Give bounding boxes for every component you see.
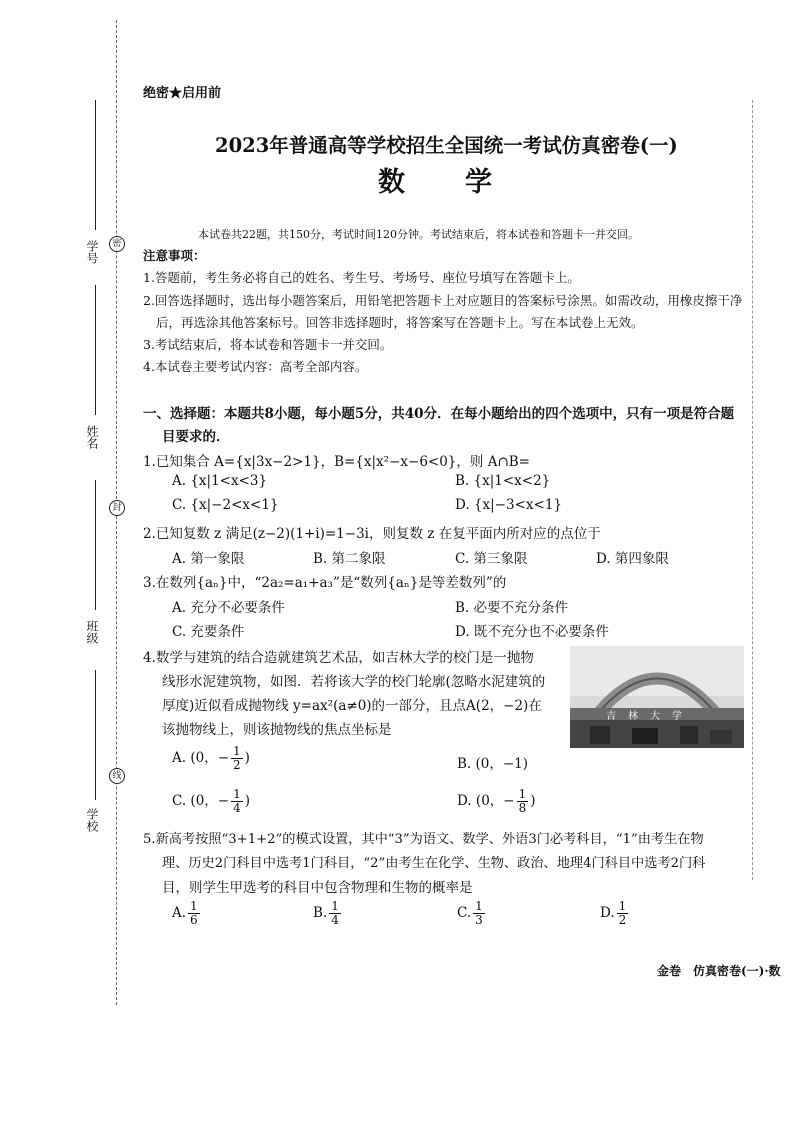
q4-line-4: 该抛物线上，则该抛物线的焦点坐标是 (162, 722, 392, 738)
notes-heading: 注意事项： (143, 248, 206, 263)
q1-option-a: A. {x|1<x<3} (172, 473, 268, 489)
q4-option-d: D. (0，− $\frac{1}{8}$ ) (457, 787, 536, 815)
class-label: 班级 (85, 620, 99, 644)
q5-option-c: C. $\frac{1}{3}$ (457, 899, 483, 927)
q2-option-b: B. 第二象限 (313, 551, 386, 567)
q5-option-a: A. $\frac{1}{6}$ (172, 899, 198, 927)
jilin-university-gate-photo (570, 646, 744, 748)
q4-option-a: A. (0，− $\frac{1}{2}$ ) (172, 744, 250, 772)
right-edge-line (752, 100, 753, 880)
note-2a: 2.回答选择题时，选出每小题答案后，用铅笔把答题卡上对应题目的答案标号涂黑。如需改动，用橡皮擦干净 (143, 293, 743, 308)
student-id-underline (95, 100, 96, 230)
q2-option-c: C. 第三象限 (455, 551, 528, 567)
q1-option-c: C. {x|−2<x<1} (172, 497, 279, 513)
q3-option-b: B. 必要不充分条件 (455, 600, 569, 616)
q2-option-a: A. 第一象限 (172, 551, 245, 567)
q3-option-a: A. 充分不必要条件 (172, 600, 285, 616)
subject-title: 数 学 (378, 167, 494, 198)
q5-line-2: 理、历史2门科目中选考1门科目，“2”由考生在化学、生物、政治、地理4门科目中选考2门科 (162, 856, 706, 871)
q3-option-d: D. 既不充分也不必要条件 (455, 624, 609, 640)
q1-option-b: B. {x|1<x<2} (455, 473, 551, 489)
class-underline (95, 480, 96, 610)
q1-stem: 1.已知集合 A={x|3x−2>1}，B={x|x²−x−6<0}，则 A∩B= (143, 454, 530, 470)
section-one-heading: 一、选择题：本题共8小题，每小题5分，共40分．在每小题给出的四个选项中，只有一项是符合题 (143, 406, 735, 422)
name-label: 姓名 (85, 425, 99, 449)
q4-line-2: 线形水泥建筑物，如图．若将该大学的校门轮廓(忽略水泥建筑的 (162, 674, 546, 690)
q4-line-1: 4.数学与建筑的结合造就建筑艺术品，如吉林大学的校门是一抛物 (143, 650, 534, 666)
seal-mi: 密 (109, 236, 125, 252)
school-underline (95, 670, 96, 800)
q4-option-c: C. (0，− $\frac{1}{4}$ ) (172, 787, 251, 815)
name-underline (95, 285, 96, 415)
q5-line-3: 目，则学生甲选考的科目中包含物理和生物的概率是 (162, 880, 473, 896)
q5-option-b: B. $\frac{1}{4}$ (313, 899, 339, 927)
seal-xian: 线 (109, 768, 125, 784)
note-3: 3.考试结束后，将本试卷和答题卡一并交回。 (143, 337, 393, 352)
note-4: 4.本试卷主要考试内容：高考全部内容。 (143, 359, 368, 374)
section-one-heading-cont: 目要求的． (162, 429, 230, 445)
q4-option-b: B. (0，−1) (457, 756, 529, 772)
q3-stem: 3.在数列{aₙ}中，“2a₂=a₁+a₃”是“数列{aₙ}是等差数列”的 (143, 575, 507, 591)
footer-label: 金卷 仿真密卷(一)·数 (657, 964, 781, 978)
paper-title: 2023年普通高等学校招生全国统一考试仿真密卷(一) (215, 134, 678, 157)
q2-stem: 2.已知复数 z 满足(z−2)(1+i)=1−3i，则复数 z 在复平面内所对应的点位于 (143, 526, 601, 542)
q5-line-1: 5.新高考按照“3+1+2”的模式设置，其中“3”为语文、数学、外语3门必考科目，“1”由考生在物 (143, 832, 704, 847)
seal-feng: 封 (109, 500, 125, 516)
q2-option-d: D. 第四象限 (596, 551, 669, 567)
gate-sign-text: 吉 林 大 学 (606, 711, 683, 722)
q4-line-3: 厚度)近似看成抛物线 y=ax²(a≠0)的一部分，且点A(2，−2)在 (162, 698, 542, 714)
q3-option-c: C. 充要条件 (172, 624, 245, 640)
note-1: 1.答题前，考生务必将自己的姓名、考生号、考场号、座位号填写在答题卡上。 (143, 270, 580, 285)
school-label: 学校 (85, 808, 99, 832)
note-2b: 后，再选涂其他答案标号。回答非选择题时，将答案写在答题卡上。写在本试卷上无效。 (156, 315, 644, 330)
student-id-label: 学号 (85, 240, 99, 264)
q5-option-d: D. $\frac{1}{2}$ (600, 899, 627, 927)
paper-intro: 本试卷共22题，共150分，考试时间120分钟。考试结束后，将本试卷和答题卡一并交回。 (198, 228, 639, 241)
confidential-mark: 绝密★启用前 (143, 86, 222, 101)
q1-option-d: D. {x|−3<x<1} (455, 497, 562, 513)
